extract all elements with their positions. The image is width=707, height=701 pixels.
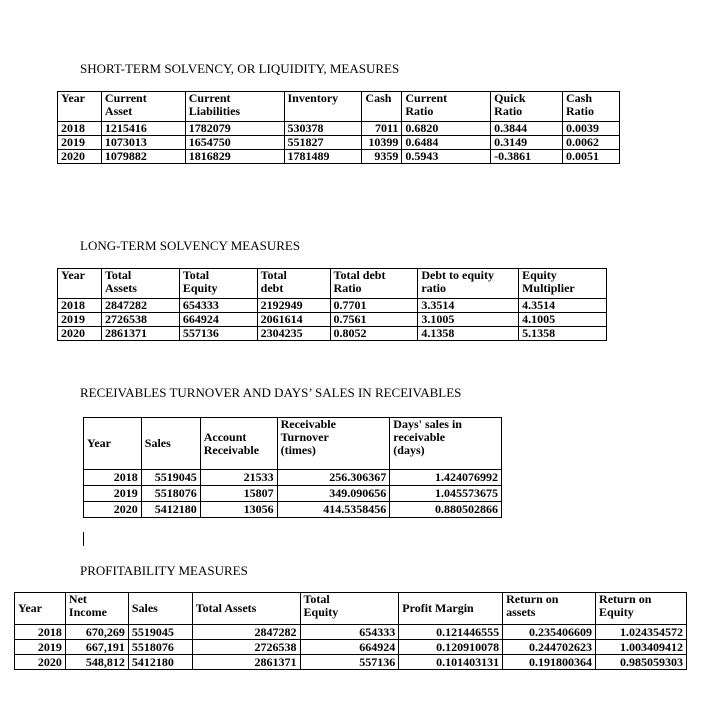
table-cell: 1781489 (284, 150, 362, 164)
table-cell: 2018 (58, 122, 102, 136)
table-cell: 0.8052 (330, 327, 418, 341)
column-header (101, 92, 185, 122)
table-row (15, 625, 687, 640)
column-header (192, 593, 300, 625)
table-cell: 557136 (179, 327, 257, 341)
long-term-table (57, 268, 607, 341)
table-cell: 2018 (84, 470, 142, 486)
table-cell: 2020 (58, 327, 102, 341)
table-cell: 664924 (300, 640, 399, 655)
header-text: Receivable (203, 442, 260, 457)
column-header (65, 593, 128, 625)
header-text: Equity (599, 605, 634, 619)
header-text: Debt to equity (421, 268, 495, 282)
table-cell: 2304235 (257, 327, 330, 341)
table-cell: 557136 (300, 655, 399, 670)
header-text: Return on (506, 592, 559, 606)
header-row (58, 269, 607, 299)
header-text: Quick (494, 91, 526, 105)
header-text: Asset (104, 104, 133, 118)
header-text: Total (260, 268, 287, 282)
header-text: Inventory (287, 91, 339, 105)
column-header (399, 593, 503, 625)
header-text: Assets (104, 281, 137, 295)
header-text: ratio (421, 281, 446, 295)
table-cell: 0.7701 (330, 299, 418, 313)
table-cell: 0.0039 (563, 122, 620, 136)
table-cell: 13056 (200, 502, 277, 518)
table-cell: 5519045 (141, 470, 200, 486)
table-cell: 3.3514 (418, 299, 519, 313)
table-cell: 2847282 (101, 299, 179, 313)
table-cell: 1215416 (101, 122, 185, 136)
header-text: Total (182, 268, 210, 282)
header-text (365, 105, 398, 118)
table-cell: 2019 (58, 313, 102, 327)
table-cell: 0.121446555 (399, 625, 503, 640)
table-cell: 2020 (58, 150, 102, 164)
column-header (503, 593, 596, 625)
header-text: debt (260, 281, 284, 295)
column-header (101, 269, 179, 299)
column-header (330, 269, 418, 299)
table-cell: 654333 (179, 299, 257, 313)
table-cell: 1.424076992 (390, 470, 502, 486)
table-cell: 2020 (84, 502, 142, 518)
table-cell: 1.045573675 (390, 486, 502, 502)
table-cell: 1816829 (185, 150, 284, 164)
header-text: (times) (280, 443, 316, 457)
profitability-title: PROFITABILITY MEASURES (80, 563, 248, 578)
header-text: Income (68, 605, 107, 619)
table-cell: 654333 (300, 625, 399, 640)
header-text: Equity (182, 281, 218, 295)
column-header (519, 269, 607, 299)
table-cell: 670,269 (65, 625, 128, 640)
column-header (402, 92, 491, 122)
table-cell: 1079882 (101, 150, 185, 164)
header-text: Equity (522, 268, 557, 282)
table-row (15, 640, 687, 655)
table-cell: 0.120910078 (399, 640, 503, 655)
table-row (58, 136, 620, 150)
table-cell: 0.985059303 (596, 655, 687, 670)
table-cell: 551827 (284, 136, 362, 150)
table-row (84, 486, 502, 502)
header-text: Current (188, 91, 231, 105)
column-header (491, 92, 563, 122)
table-row (84, 502, 502, 518)
column-header (284, 92, 362, 122)
column-header (300, 593, 399, 625)
column-header (179, 269, 257, 299)
table-cell: 0.191800364 (503, 655, 596, 670)
table-cell: 548,812 (65, 655, 128, 670)
table-cell: 0.3149 (491, 136, 563, 150)
table-cell: 1073013 (101, 136, 185, 150)
column-header (418, 269, 519, 299)
short-term-title: SHORT-TERM SOLVENCY, OR LIQUIDITY, MEASURES (80, 61, 400, 76)
table-cell: 1.024354572 (596, 625, 687, 640)
table-cell: 0.7561 (330, 313, 418, 327)
header-text: Multiplier (522, 281, 575, 295)
table-cell: 1782079 (185, 122, 284, 136)
column-header (362, 92, 402, 122)
table-cell: 2018 (15, 625, 66, 640)
table-cell: 0.101403131 (399, 655, 503, 670)
header-text: Equity (303, 605, 339, 619)
long-term-title: LONG-TERM SOLVENCY MEASURES (80, 238, 301, 253)
column-header (277, 418, 390, 470)
header-text: Sales (131, 601, 158, 615)
table-cell: 10399 (362, 136, 402, 150)
header-text: Net (68, 592, 87, 606)
header-text: Total (104, 268, 132, 282)
header-text: Cash (566, 91, 593, 105)
short-term-table (57, 91, 620, 164)
receivables-title: RECEIVABLES TURNOVER AND DAYS’ SALES IN RECEIVABLES (80, 385, 462, 400)
table-cell: 5518076 (141, 486, 200, 502)
column-header (84, 418, 142, 470)
table-cell: 9359 (362, 150, 402, 164)
table-cell: 530378 (284, 122, 362, 136)
column-header (15, 593, 66, 625)
header-text: Liabilities (188, 104, 241, 118)
table-cell: -0.3861 (491, 150, 563, 164)
table-cell: 2192949 (257, 299, 330, 313)
header-text: Ratio (494, 104, 523, 118)
header-text: Return on (599, 592, 652, 606)
header-text: Ratio (405, 104, 434, 118)
header-text: Profit Margin (402, 601, 474, 615)
table-cell: 2019 (58, 136, 102, 150)
header-row (58, 92, 620, 122)
header-text: receivable (393, 430, 446, 444)
table-cell: 5412180 (141, 502, 200, 518)
header-text (61, 282, 98, 295)
header-text: Ratio (566, 104, 595, 118)
header-text: Account (203, 429, 247, 444)
table-cell: 4.1005 (519, 313, 607, 327)
header-text: assets (506, 605, 536, 619)
table-cell: 2726538 (101, 313, 179, 327)
table-row (58, 122, 620, 136)
column-header (390, 418, 502, 470)
table-cell: 0.235406609 (503, 625, 596, 640)
table-cell: 2847282 (192, 625, 300, 640)
header-text: Total (303, 592, 330, 606)
table-cell: 2019 (15, 640, 66, 655)
header-text: Total debt (333, 268, 386, 282)
header-text: Year (87, 436, 111, 450)
column-header (141, 418, 200, 470)
column-header (58, 92, 102, 122)
table-cell: 664924 (179, 313, 257, 327)
table-cell: 2018 (58, 299, 102, 313)
table-cell: 0.880502866 (390, 502, 502, 518)
header-text (61, 105, 98, 118)
table-cell: 1.003409412 (596, 640, 687, 655)
table-cell: 21533 (200, 470, 277, 486)
column-header (563, 92, 620, 122)
table-cell: 2726538 (192, 640, 300, 655)
header-text: (days) (393, 443, 425, 457)
header-text: Year (18, 601, 42, 615)
table-row (58, 299, 607, 313)
table-cell: 349.090656 (277, 486, 390, 502)
table-cell: 256.306367 (277, 470, 390, 486)
table-row (58, 327, 607, 341)
column-header (58, 269, 102, 299)
header-text: Days' sales in (393, 417, 462, 431)
receivables-table (83, 417, 502, 518)
table-row (84, 470, 502, 486)
table-cell: 5.1358 (519, 327, 607, 341)
table-row (58, 150, 620, 164)
header-row (15, 593, 687, 625)
header-text: Turnover (280, 430, 329, 444)
table-cell: 15807 (200, 486, 277, 502)
header-text: Sales (144, 436, 171, 450)
table-cell: 2861371 (101, 327, 179, 341)
header-text: Ratio (333, 281, 362, 295)
header-text: Cash (365, 91, 392, 105)
table-row (58, 313, 607, 327)
header-text: Total Assets (195, 601, 257, 615)
table-cell: 667,191 (65, 640, 128, 655)
table-cell: 5519045 (128, 625, 192, 640)
table-cell: 4.1358 (418, 327, 519, 341)
table-row (15, 655, 687, 670)
table-cell: 0.6820 (402, 122, 491, 136)
table-cell: 2020 (15, 655, 66, 670)
table-cell: 2861371 (192, 655, 300, 670)
table-cell: 0.3844 (491, 122, 563, 136)
table-cell: 7011 (362, 122, 402, 136)
table-cell: 2061614 (257, 313, 330, 327)
column-header (200, 418, 277, 470)
profitability-table (14, 592, 687, 670)
header-text: Current (104, 91, 147, 105)
table-cell: 0.6484 (402, 136, 491, 150)
column-header (185, 92, 284, 122)
table-cell: 5518076 (128, 640, 192, 655)
header-text: Year (61, 268, 85, 282)
table-cell: 0.0051 (563, 150, 620, 164)
table-cell: 0.0062 (563, 136, 620, 150)
column-header (257, 269, 330, 299)
table-cell: 4.3514 (519, 299, 607, 313)
header-text: Receivable (280, 417, 336, 431)
table-cell: 5412180 (128, 655, 192, 670)
table-cell: 1654750 (185, 136, 284, 150)
header-row (84, 418, 502, 470)
header-text: Current (405, 91, 448, 105)
table-cell: 414.5358456 (277, 502, 390, 518)
header-text: Year (61, 91, 85, 105)
text-cursor-line (83, 532, 84, 546)
column-header (596, 593, 687, 625)
header-text (288, 105, 359, 118)
table-cell: 0.5943 (402, 150, 491, 164)
column-header (128, 593, 192, 625)
table-cell: 2019 (84, 486, 142, 502)
table-cell: 3.1005 (418, 313, 519, 327)
table-cell: 0.244702623 (503, 640, 596, 655)
